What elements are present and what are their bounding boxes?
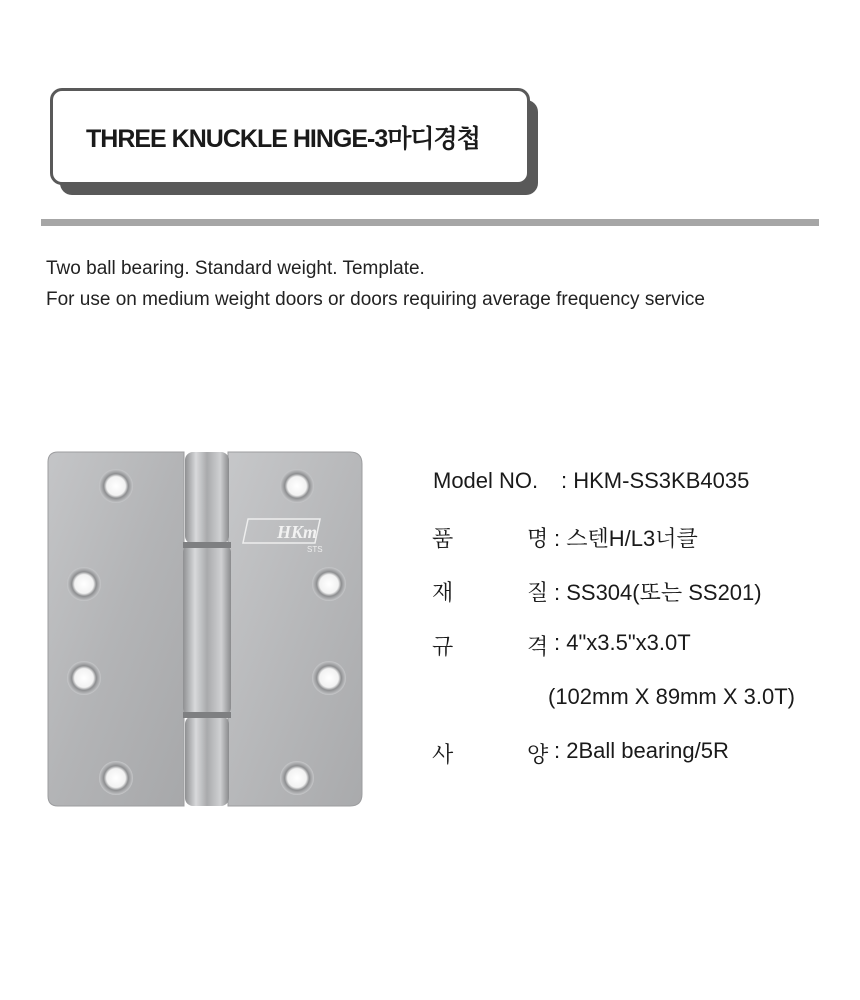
left-leaf: [48, 452, 184, 806]
hinge-product-image: [44, 444, 366, 814]
screw-hole: [99, 469, 133, 503]
screw-hole: [99, 761, 133, 795]
screw-hole: [312, 567, 346, 601]
logo-text: HKm: [277, 522, 318, 542]
screw-hole: [67, 567, 101, 601]
screw-hole: [280, 469, 314, 503]
page-title: THREE KNUCKLE HINGE-3마디경첩: [86, 125, 480, 153]
spec-label-1: 사: [432, 742, 454, 767]
model-label: Model NO.: [433, 468, 539, 493]
logo-sub: STS: [307, 545, 323, 554]
description-line-1: Two ball bearing. Standard weight. Template.: [46, 258, 425, 279]
screw-hole: [312, 661, 346, 695]
size-label-1: 규: [432, 634, 454, 659]
material-label-2: 질: [527, 580, 549, 605]
right-leaf: [228, 452, 362, 806]
title-box: [50, 88, 540, 196]
size-value-mm: (102mm X 89mm X 3.0T): [548, 684, 795, 709]
model-value: : HKM-SS3KB4035: [561, 468, 750, 493]
spec-value: : 2Ball bearing/5R: [554, 738, 729, 763]
knuckle-middle: [183, 546, 231, 714]
material-label-1: 재: [432, 580, 454, 605]
divider: [41, 219, 819, 226]
name-label-1: 품: [432, 526, 454, 551]
title-box-frame: [50, 88, 530, 185]
name-label-2: 명: [527, 526, 549, 551]
screw-hole: [67, 661, 101, 695]
knuckle-top: [185, 452, 229, 544]
name-value: : 스텐H/L3너클: [554, 526, 698, 551]
material-value: : SS304(또는 SS201): [554, 580, 762, 605]
size-value: : 4"x3.5"x3.0T: [554, 630, 691, 655]
screw-hole: [280, 761, 314, 795]
size-label-2: 격: [527, 634, 549, 659]
description-line-2: For use on medium weight doors or doors requiring average frequency service: [46, 289, 705, 310]
knuckle-bottom: [185, 716, 229, 806]
spec-label-2: 양: [527, 742, 549, 767]
